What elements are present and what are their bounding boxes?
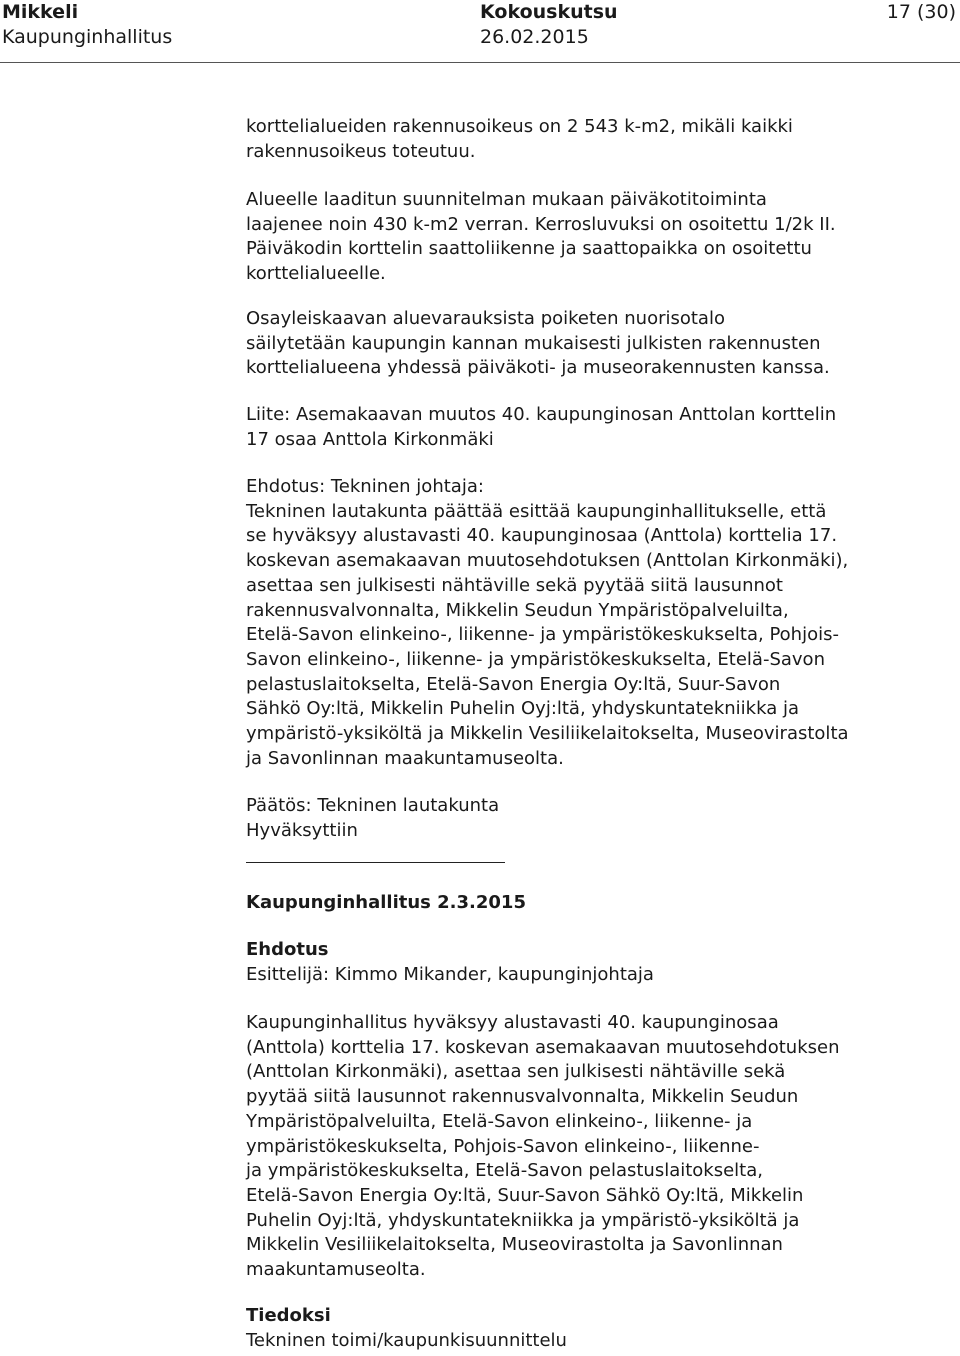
text-line: Päätös: Tekninen lautakunta [246,795,500,816]
text-line: asettaa sen julkisesti nähtäville sekä pyytää siitä lausunnot [246,574,783,596]
text-line: laajenee noin 430 k-m2 verran. Kerrosluvuksi on osoitettu 1/2k II. [246,213,836,235]
paragraph-daycare-plan [246,188,936,287]
text-line: Mikkelin Vesiliikelaitokselta, Museovirastolta ja Savonlinnan [246,1234,783,1256]
text-line: korttelialueiden rakennusoikeus on 2 543 k-m2, mikäli kaikki [246,116,793,137]
text-line: 17 osaa Anttola Kirkonmäki [246,428,494,450]
text-line: Ympäristöpalveluilta, Etelä-Savon elinkeino-, liikenne- ja [246,1110,753,1132]
paragraph-attachment [246,403,936,452]
section-heading: Tiedoksi [246,1305,331,1326]
text-line: maakuntamuseolta. [246,1259,426,1281]
text-line: pyytää siitä lausunnot rakennusvalvonnalta, Mikkelin Seudun [246,1086,799,1108]
text-line: koskevan asemakaavan muutosehdotuksen (Anttolan Kirkonmäki), [246,550,849,572]
section-for-information [246,1304,936,1353]
text-line: korttelialueena yhdessä päiväkoti- ja museorakennusten kanssa. [246,357,830,379]
section-proposal [246,938,936,987]
text-line: rakennusvalvonnalta, Mikkelin Seudun Ympäristöpalveluilta, [246,599,789,621]
section-heading: Kaupunginhallitus 2.3.2015 [246,892,526,913]
section-heading: Ehdotus [246,939,329,960]
text-line: Tekninen toimi/kaupunkisuunnittelu [246,1329,567,1351]
header-divider [0,62,960,63]
text-line: Tekninen lautakunta päättää esittää kaupunginhallitukselle, että [246,500,827,522]
header-middle [480,0,618,50]
text-line: ja ympäristökeskukselta, Etelä-Savon pelastuslaitokselta, [246,1160,763,1182]
section-divider [246,862,505,863]
text-line: säilytetään kaupungin kannan mukaisesti julkisten rakennusten [246,332,821,354]
text-line: Alueelle laaditun suunnitelman mukaan päiväkotitoiminta [246,189,767,210]
text-line: Sähkö Oy:ltä, Mikkelin Puhelin Oyj:ltä, yhdyskuntatekniikka ja [246,698,799,720]
header-date: 26.02.2015 [480,26,589,48]
header-body: Kaupunginhallitus [2,26,173,48]
text-line: Esittelijä: Kimmo Mikander, kaupunginjohtaja [246,963,654,985]
text-line: Ehdotus: Tekninen johtaja: [246,476,484,497]
paragraph-proposal-technical [246,475,936,771]
text-line: ympäristö-yksiköltä ja Mikkelin Vesiliikelaitokselta, Museovirastolta [246,723,849,745]
text-line: Kaupunginhallitus hyväksyy alustavasti 40. kaupunginosaa [246,1012,779,1033]
text-line: rakennusoikeus toteutuu. [246,140,476,162]
text-line: Savon elinkeino-, liikenne- ja ympäristökeskukselta, Etelä-Savon [246,648,825,670]
text-line: ympäristökeskukselta, Pohjois-Savon elinkeino-, liikenne- [246,1135,760,1157]
text-line: Osayleiskaavan aluevarauksista poiketen nuorisotalo [246,308,725,329]
text-line: ja Savonlinnan maakuntamuseolta. [246,747,564,769]
text-line: Liite: Asemakaavan muutos 40. kaupunginosan Anttolan korttelin [246,404,837,425]
paragraph-building-rights [246,115,936,164]
header-org: Mikkeli [2,1,79,23]
text-line: (Anttolan Kirkonmäki), asettaa sen julkisesti nähtäville sekä [246,1061,786,1083]
paragraph-youth-center [246,307,936,381]
text-line: Etelä-Savon elinkeino-, liikenne- ja ympäristökeskukselta, Pohjois- [246,624,839,646]
section-city-board [246,891,936,916]
text-line: Päiväkodin korttelin saattoliikenne ja saattopaikka on osoitettu [246,238,812,260]
text-line: korttelialueelle. [246,263,386,285]
text-line: (Anttola) korttelia 17. koskevan asemakaavan muutosehdotuksen [246,1036,840,1058]
paragraph-decision [246,794,936,843]
page-number: 17 (30) [886,1,956,23]
text-line: Hyväksyttiin [246,819,358,841]
header-right [887,0,956,25]
text-line: Puhelin Oyj:ltä, yhdyskuntatekniikka ja ympäristö-yksiköltä ja [246,1209,800,1231]
text-line: pelastuslaitokselta, Etelä-Savon Energia Oy:ltä, Suur-Savon [246,673,781,695]
paragraph-board-decision [246,1011,936,1283]
text-line: se hyväksyy alustavasti 40. kaupunginosaa (Anttola) korttelia 17. [246,525,838,547]
text-line: Etelä-Savon Energia Oy:ltä, Suur-Savon Sähkö Oy:ltä, Mikkelin [246,1184,804,1206]
header-doc-type: Kokouskutsu [480,1,618,23]
header-left [2,0,172,50]
